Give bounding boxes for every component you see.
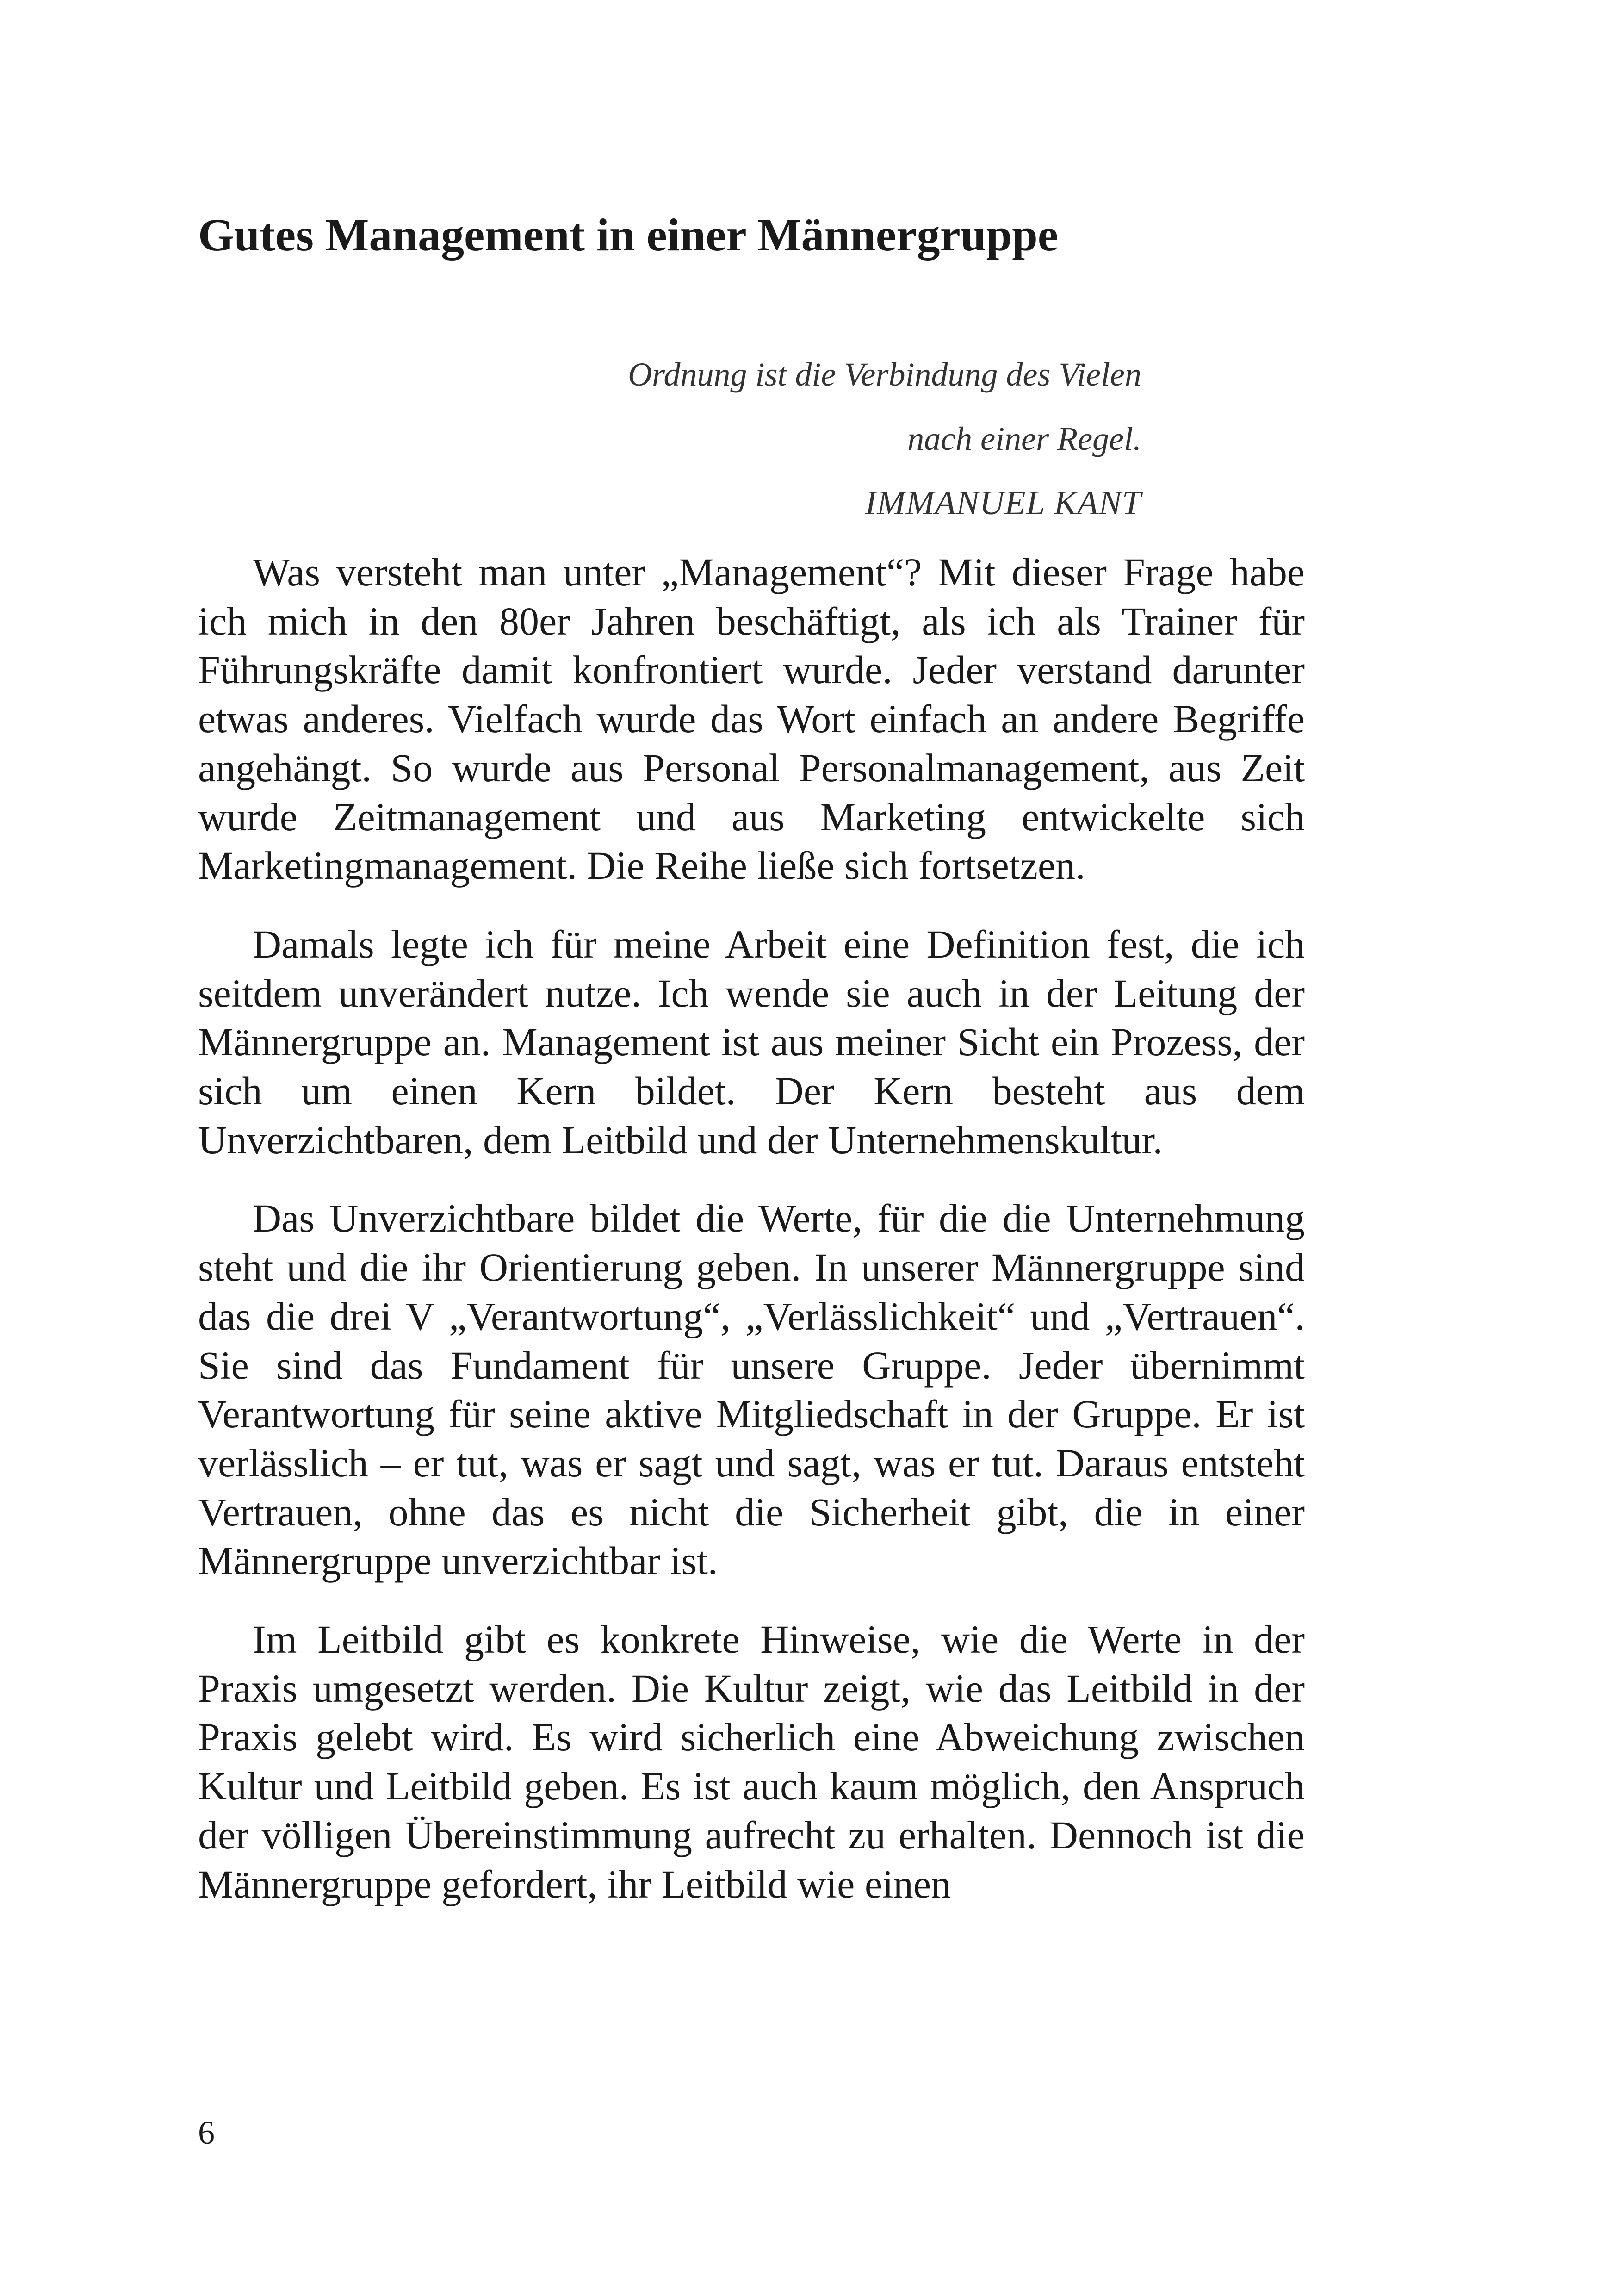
paragraph: Was versteht man unter „Management“? Mit dieser Frage habe ich mich in den 80er Jahren beschäftigt, als ich als Trainer für Führungskräfte damit konfrontiert wurde. Jeder verstand darunter etwas anderes. Vielfach wurde das Wort einfach an andere Begriffe angehängt. So wurde aus Personal Personalmanagement, aus Zeit wurde Zeitmanagement und aus Marketing entwickelte sich Marketingmanagement. Die Reihe ließe sich fortsetzen. xyxy=(198,550,1305,888)
epigraph-quote-line-2: nach einer Regel. xyxy=(907,420,1141,457)
epigraph-quote-line-1: Ordnung ist die Verbindung des Vielen xyxy=(628,356,1141,393)
paragraph: Das Unverzichtbare bildet die Werte, für die die Unternehmung steht und die ihr Orientierung geben. In unserer Männergruppe sind das die drei V „Verantwortung“, „Verlässlichkeit“ und „Vertrauen“. Sie sind das Fundament für unsere Gruppe. Jeder übernimmt Verantwortung für seine aktive Mitgliedschaft in der Gruppe. Er ist verlässlich – er tut, was er sagt und sagt, was er tut. Daraus entsteht Vertrauen, ohne das es nicht die Sicherheit gibt, die in einer Männergruppe unverzichtbar ist. xyxy=(198,1196,1305,1583)
chapter-title: Gutes Management in einer Männergruppe xyxy=(198,209,1059,261)
paragraph: Im Leitbild gibt es konkrete Hinweise, wie die Werte in der Praxis umgesetzt werden. Die Kultur zeigt, wie das Leitbild in der Praxis gelebt wird. Es wird sicherlich eine Abweichung zwischen Kultur und Leitbild geben. Es ist auch kaum möglich, den Anspruch der völligen Übereinstimmung aufrecht zu erhalten. Dennoch ist die Männergruppe gefordert, ihr Leitbild wie einen xyxy=(198,1617,1305,1906)
epigraph-author: IMMANUEL KANT xyxy=(865,484,1141,522)
page-number: 6 xyxy=(198,2114,215,2151)
body-text xyxy=(198,548,1305,1938)
paragraph: Damals legte ich für meine Arbeit eine Definition fest, die ich seitdem unverändert nutze. Ich wende sie auch in der Leitung der Männergruppe an. Management ist aus meiner Sicht ein Prozess, der sich um einen Kern bildet. Der Kern besteht aus dem Unverzichtbaren, dem Leitbild und der Unternehmenskultur. xyxy=(198,921,1305,1162)
epigraph xyxy=(447,342,1141,535)
